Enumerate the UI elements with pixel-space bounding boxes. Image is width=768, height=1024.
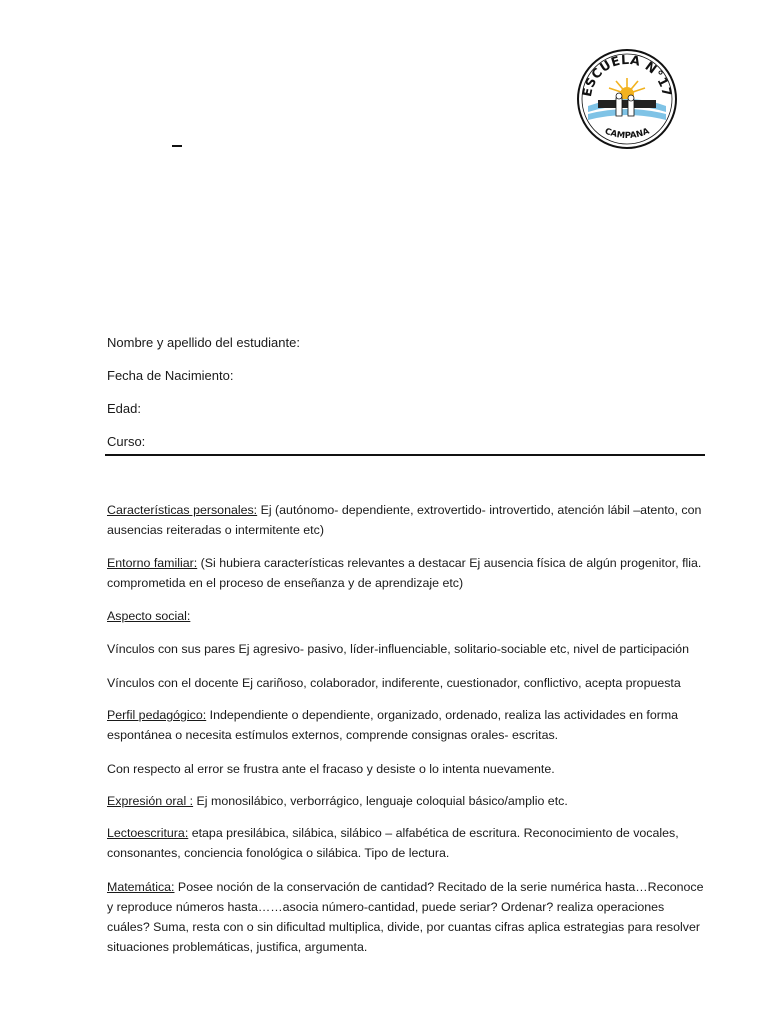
section-social <box>107 606 707 626</box>
section-text: (Si hubiera características relevantes a destacar Ej ausencia física de algún progenitor, flia. comprometida en el proceso de enseñanza y de aprendizaje etc) <box>107 556 702 590</box>
section-error <box>107 759 707 779</box>
section-teacher <box>107 673 707 693</box>
section-label: Características personales: <box>107 503 258 517</box>
section-literacy <box>107 823 707 863</box>
logo-top-text: ESCUELA N°17 <box>579 51 675 98</box>
section-personal <box>107 500 707 540</box>
section-label: Entorno familiar: <box>107 556 198 570</box>
section-label: Perfil pedagógico: <box>107 708 207 722</box>
section-text: Vínculos con el docente Ej cariñoso, colaborador, indiferente, cuestionador, conflictivo, acepta propuesta <box>107 676 681 690</box>
section-text: Con respecto al error se frustra ante el fracaso y desiste o lo intenta nuevamente. <box>107 762 555 776</box>
section-label: Expresión oral : <box>107 794 194 808</box>
section-text: Ej (autónomo- dependiente, extrovertido- introvertido, atención lábil –atento, con ausencias reiteradas o intermitente etc) <box>107 503 702 537</box>
field-name-label: Nombre y apellido del estudiante: <box>107 335 300 350</box>
section-math <box>107 877 707 957</box>
section-pedagogical <box>107 705 707 745</box>
section-peers <box>107 639 707 659</box>
section-family <box>107 553 707 593</box>
section-label: Lectoescritura: <box>107 826 189 840</box>
section-text: Ej monosilábico, verborrágico, lenguaje coloquial básico/amplio etc. <box>193 794 568 808</box>
logo-bottom-text: CAMPANA <box>603 126 651 142</box>
section-label: Aspecto social: <box>107 609 191 623</box>
section-text: Vínculos con sus pares Ej agresivo- pasivo, líder-influenciable, solitario-sociable etc, nivel de participación <box>107 642 689 656</box>
separator-line <box>105 454 705 456</box>
section-oral <box>107 791 707 811</box>
field-course-label: Curso: <box>107 434 146 449</box>
field-birthdate-label: Fecha de Nacimiento: <box>107 368 234 383</box>
section-text: Independiente o dependiente, organizado, ordenado, realiza las actividades en forma espontánea o necesita estímulos externos, comprende consignas orales- escritas. <box>107 708 679 742</box>
section-label: Matemática: <box>107 880 175 894</box>
header-dash <box>172 145 182 147</box>
field-age-label: Edad: <box>107 401 141 416</box>
section-text: Posee noción de la conservación de cantidad? Recitado de la serie numérica hasta…Reconoce y reproduce números hasta……asocia número-cantidad, puede seriar? Ordenar? realiza operaciones cuáles? Suma, resta con o sin dificultad multiplica, divide, por cuantas cifras aplica estrategias para resolver situaciones problemáticas, justifica, argumenta. <box>107 880 704 954</box>
section-text: etapa presilábica, silábica, silábico – alfabética de escritura. Reconocimiento de vocales, consonantes, conciencia fonológica o silábica. Tipo de lectura. <box>107 826 679 860</box>
school-logo <box>576 48 678 150</box>
